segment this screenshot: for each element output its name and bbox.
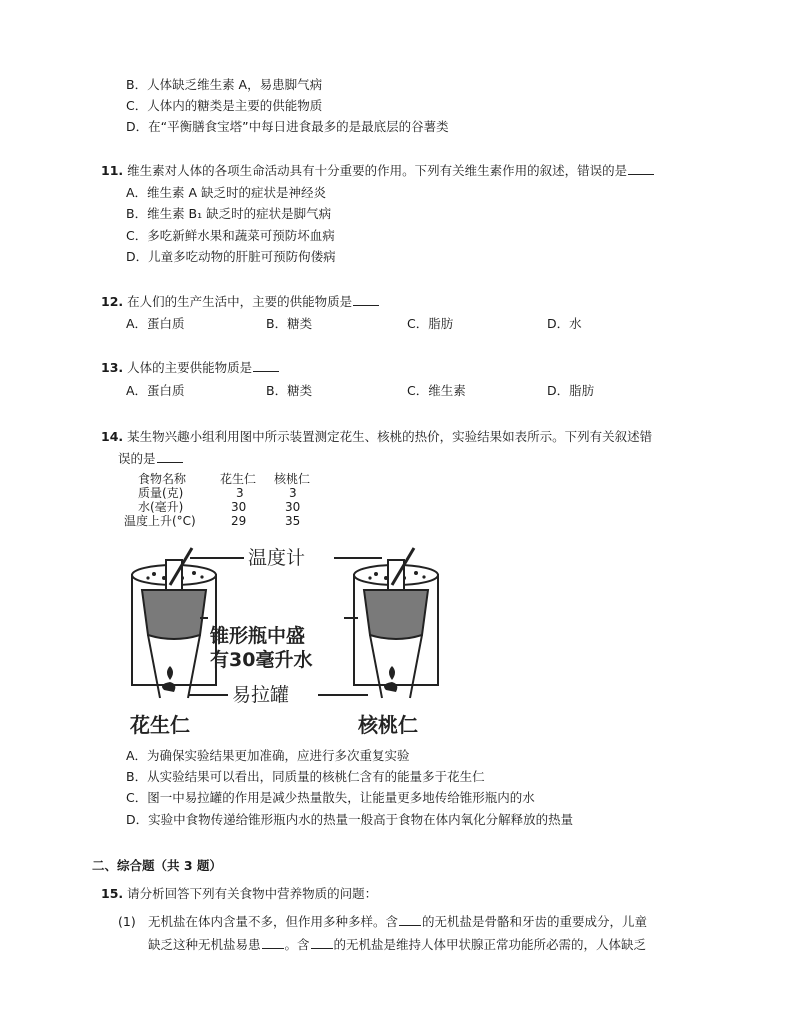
- q10-option-c: C．人体内的糖类是主要的供能物质: [126, 98, 323, 113]
- q15-stem: [101, 885, 377, 903]
- answer-blank: [399, 913, 421, 926]
- q15-part1-line2: [148, 936, 646, 954]
- q14-option-c: C．图一中易拉罐的作用是减少热量散失，让能量更多地传给锥形瓶内的水: [126, 790, 535, 805]
- table-header-cell: 食物名称: [138, 472, 187, 486]
- answer-blank: [628, 162, 654, 175]
- answer-blank: [262, 936, 284, 949]
- q12-stem: [101, 293, 380, 311]
- q14-number: 14.: [101, 429, 124, 444]
- q11-option-d: D．儿童多吃动物的肝脏可预防佝偻病: [126, 249, 336, 264]
- q13-stem: [101, 359, 280, 377]
- flask-neck: [166, 560, 182, 590]
- q11-stem: [101, 162, 655, 180]
- q15-text: 无机盐在体内含量不多，但作用多种多样。含: [148, 914, 399, 929]
- q13-option-d: D．脂肪: [547, 383, 595, 398]
- table-cell: 温度上升(°C): [124, 514, 196, 528]
- q14-stem-text-2: 误的是: [118, 451, 156, 466]
- q15-text: 缺乏这种无机盐易患: [148, 937, 261, 952]
- q15-text: 的无机盐是维持人体甲状腺正常功能所必需的，人体缺乏: [333, 937, 647, 952]
- q11-stem-text: 维生素对人体的各项生命活动具有十分重要的作用。下列有关维生素作用的叙述，错误的是: [127, 163, 628, 178]
- q12-number: 12.: [101, 294, 124, 309]
- table-cell: 35: [285, 514, 301, 528]
- q13-option-c: C．维生素: [407, 383, 466, 398]
- table-header-cell: 核桃仁: [274, 472, 311, 486]
- q14-option-d: D．实验中食物传递给锥形瓶内水的热量一般高于食物在体内氧化分解释放的热量: [126, 812, 574, 827]
- q11-number: 11.: [101, 163, 124, 178]
- q15-stem-text: 请分析回答下列有关食物中营养物质的问题：: [127, 886, 378, 901]
- answer-blank: [311, 936, 333, 949]
- q15-subquestion-number: (1): [118, 914, 136, 929]
- q14-stem-text: 某生物兴趣小组利用图中所示装置测定花生、核桃的热价，实验结果如表所示。下列有关叙述错: [127, 429, 653, 444]
- table-cell: 30: [285, 500, 301, 514]
- q10-option-d: D．在“平衡膳食宝塔”中每日进食最多的是最底层的谷薯类: [126, 119, 449, 134]
- q14-option-b: B．从实验结果可以看出，同质量的核桃仁含有的能量多于花生仁: [126, 769, 485, 784]
- q10-option-b: B．人体缺乏维生素 A，易患脚气病: [126, 77, 323, 92]
- table-cell: 质量(克): [138, 486, 184, 500]
- answer-blank: [253, 359, 279, 372]
- table-cell: 29: [231, 514, 247, 528]
- q15-part1-line1: [148, 913, 647, 931]
- q13-number: 13.: [101, 360, 124, 375]
- q15-number: 15.: [101, 886, 124, 901]
- q13-stem-text: 人体的主要供能物质是: [127, 360, 253, 375]
- answer-blank: [353, 293, 379, 306]
- flask-water: [142, 590, 206, 639]
- right-apparatus: [354, 548, 438, 698]
- table-cell: 30: [231, 500, 247, 514]
- calorimeter-figure: [120, 540, 450, 740]
- q13-option-b: B．糖类: [266, 383, 313, 398]
- q14-option-a: A．为确保实验结果更加准确，应进行多次重复实验: [126, 748, 410, 763]
- answer-blank: [157, 450, 183, 463]
- q11-option-a: A．维生素 A 缺乏时的症状是神经炎: [126, 185, 327, 200]
- q15-text: 。含: [284, 937, 310, 952]
- q12-stem-text: 在人们的生产生活中，主要的供能物质是: [127, 294, 353, 309]
- q12-option-d: D．水: [547, 316, 582, 331]
- label-walnut: 核桃仁: [358, 713, 418, 737]
- section-heading: 二、综合题（共 3 题）: [92, 858, 222, 873]
- left-apparatus: [132, 548, 216, 698]
- q14-stem-line1: [101, 428, 652, 446]
- label-peanut: 花生仁: [130, 713, 190, 737]
- table-cell: 3: [289, 486, 297, 500]
- q15-text: 的无机盐是骨骼和牙齿的重要成分，儿童: [422, 914, 648, 929]
- q12-option-a: A．蛋白质: [126, 316, 185, 331]
- label-flask-water-1: 锥形瓶中盛: [210, 625, 306, 647]
- q12-option-c: C．脂肪: [407, 316, 454, 331]
- q11-option-c: C．多吃新鲜水果和蔬菜可预防坏血病: [126, 228, 335, 243]
- label-flask-water-2: 有30毫升水: [210, 649, 313, 671]
- label-can: 易拉罐: [232, 684, 290, 706]
- table-cell: 3: [236, 486, 244, 500]
- q11-option-b: B．维生素 B₁ 缺乏时的症状是脚气病: [126, 206, 332, 221]
- table-cell: 水(毫升): [138, 500, 184, 514]
- table-header-cell: 花生仁: [220, 472, 257, 486]
- label-thermometer: 温度计: [248, 547, 306, 569]
- q13-option-a: A．蛋白质: [126, 383, 185, 398]
- q14-stem-line2: [118, 450, 184, 468]
- q12-option-b: B．糖类: [266, 316, 313, 331]
